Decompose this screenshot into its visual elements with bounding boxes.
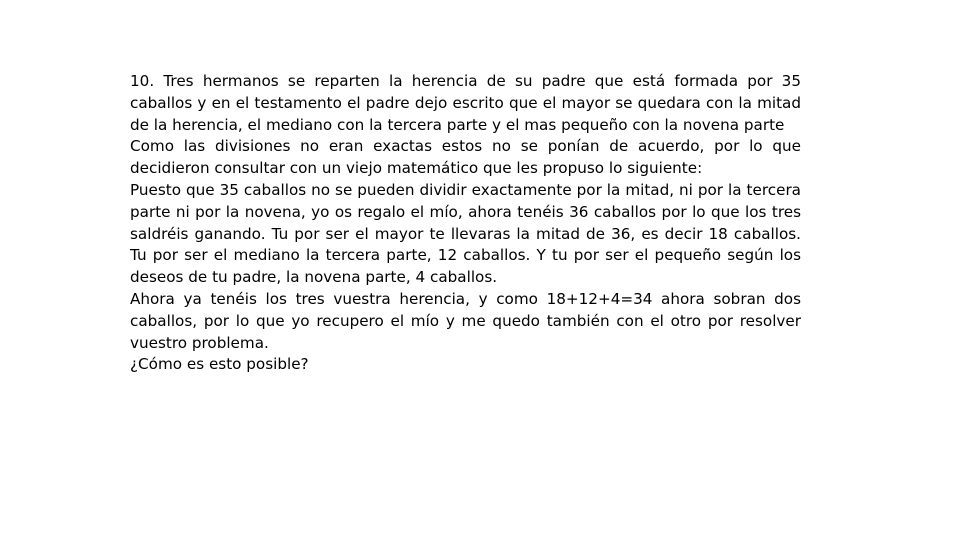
problem-statement-paragraph: 10. Tres hermanos se reparten la herencia de su padre que está formada por 35 caballos y en el testamento el padre dejo escrito que el mayor se quedara con la mitad de la herencia, el mediano con la tercera parte y el mas pequeño con la novena parte xyxy=(130,72,801,134)
problem-text xyxy=(130,71,801,376)
question-paragraph: ¿Cómo es esto posible? xyxy=(130,355,309,374)
resolution-paragraph: Ahora ya tenéis los tres vuestra herencia, y como 18+12+4=34 ahora sobran dos caballos, por lo que yo recupero el mío y me quedo también con el otro por resolver vuestro problema. xyxy=(130,289,801,352)
disagreement-paragraph: Como las divisiones no eran exactas estos no se ponían de acuerdo, por lo que decidieron consultar con un viejo matemático que les propuso lo siguiente: xyxy=(130,137,801,178)
mathematician-proposal-paragraph: Puesto que 35 caballos no se pueden dividir exactamente por la mitad, ni por la tercera parte ni por la novena, yo os regalo el mío, ahora tenéis 36 caballos por lo que los tres saldréis ganando. Tu por ser el mayor te llevaras la mitad de 36, es decir 18 caballos. Tu por ser el mediano la tercera parte, 12 caballos. Y tu por ser el pequeño según los deseos de tu padre, la novena parte, 4 caballos. xyxy=(130,180,801,287)
